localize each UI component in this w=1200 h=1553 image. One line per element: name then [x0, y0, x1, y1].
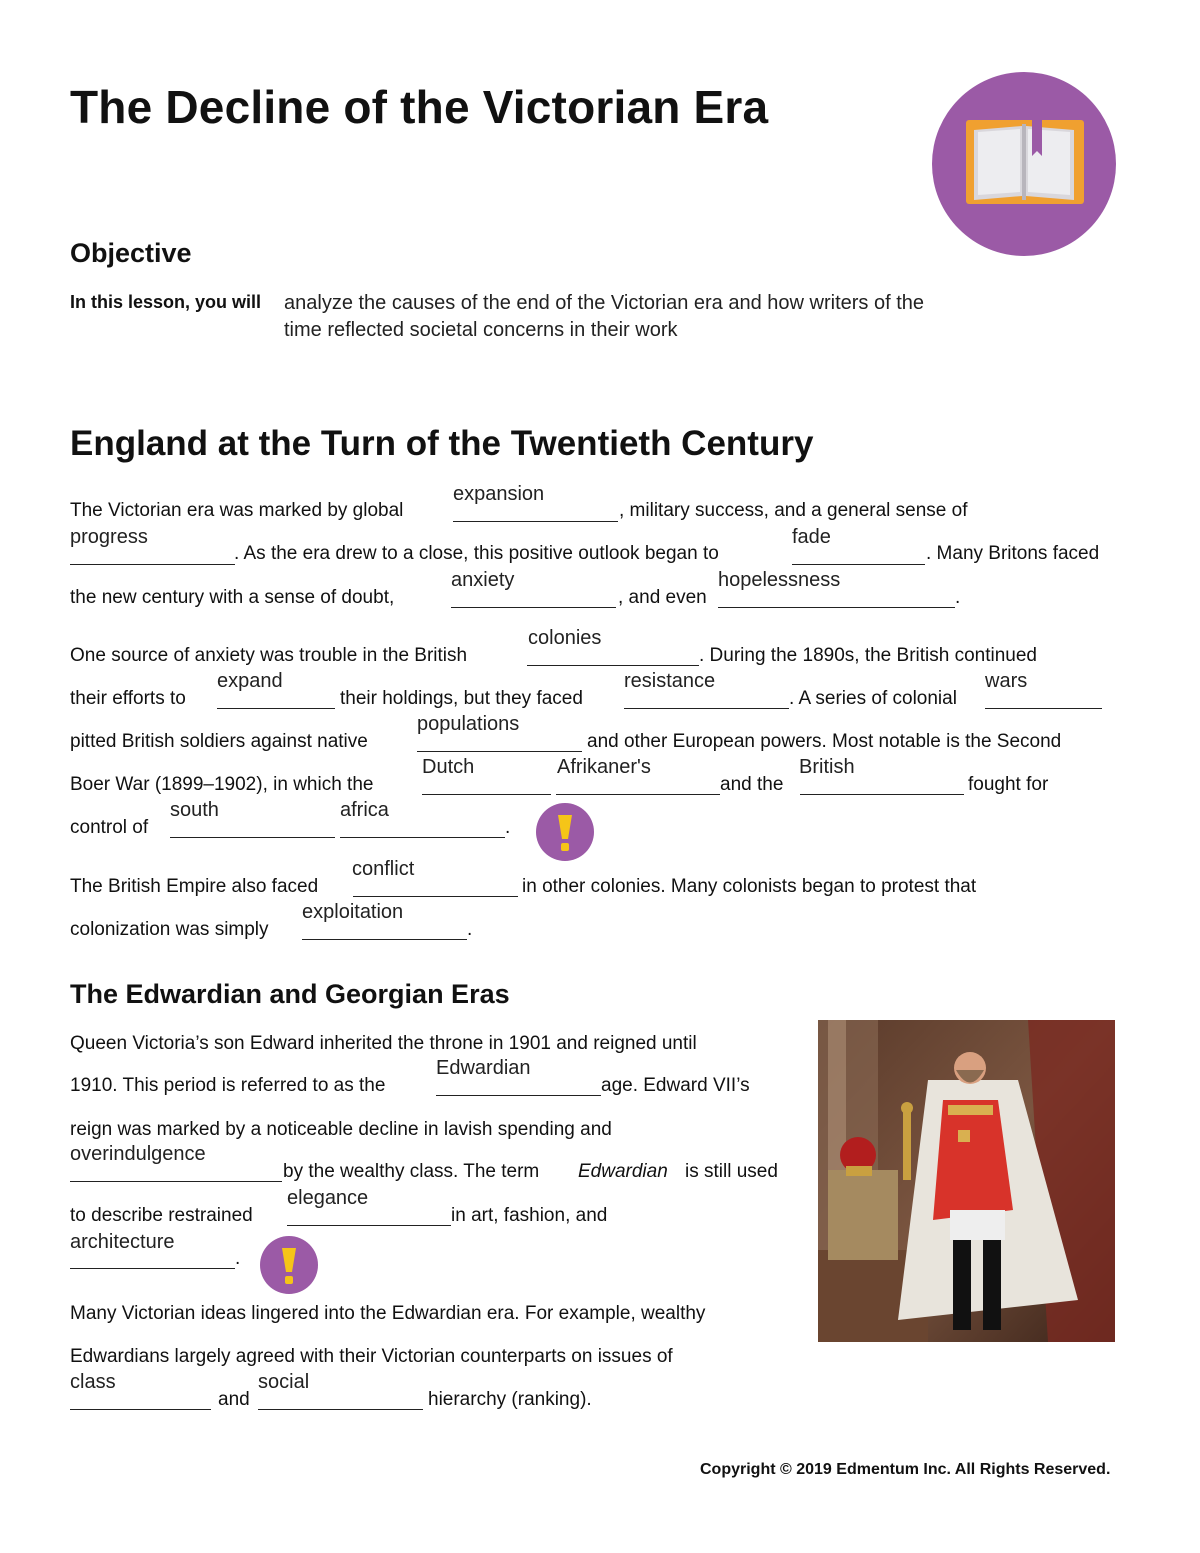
answer-overindulgence[interactable]: overindulgence — [70, 1143, 206, 1165]
objective-lead: In this lesson, you will — [70, 292, 262, 312]
text: their holdings, but they faced — [340, 688, 583, 709]
answer-architecture[interactable]: architecture — [70, 1231, 175, 1253]
answer-british[interactable]: British — [799, 756, 855, 778]
answer-expansion[interactable]: expansion — [453, 483, 545, 505]
text: in art, fashion, and — [451, 1205, 608, 1226]
text: their efforts to — [70, 688, 186, 709]
answer-social[interactable]: social — [258, 1371, 310, 1393]
objective-answer-line2[interactable]: time reflected societal concerns in their work — [284, 319, 678, 341]
text: to describe restrained — [70, 1205, 253, 1226]
answer-south[interactable]: south — [170, 799, 219, 821]
text: and the — [720, 774, 784, 795]
answer-expand[interactable]: expand — [217, 670, 283, 692]
text: . — [955, 587, 961, 608]
text: . Many Britons faced — [926, 543, 1100, 564]
text: One source of anxiety was trouble in the British — [70, 645, 468, 666]
text: age. Edward VII’s — [601, 1075, 750, 1096]
text: colonization was simply — [70, 919, 269, 940]
text: , and even — [618, 587, 707, 608]
answer-dutch[interactable]: Dutch — [422, 756, 475, 778]
answer-africa[interactable]: africa — [340, 799, 389, 821]
text: The British Empire also faced — [70, 876, 319, 897]
text: . — [505, 817, 511, 838]
text: and other European powers. Most notable is the Second — [587, 731, 1062, 752]
exclamation-icon[interactable] — [536, 803, 594, 861]
text: , military success, and a general sense of — [619, 500, 968, 521]
text: 1910. This period is referred to as the — [70, 1075, 386, 1096]
text: . A series of colonial — [789, 688, 957, 709]
text: is still used — [685, 1161, 778, 1182]
answer-edwardian[interactable]: Edwardian — [436, 1057, 531, 1079]
exclamation-icon[interactable] — [260, 1236, 318, 1294]
text: in other colonies. Many colonists began to protest that — [522, 876, 977, 897]
copyright: Copyright © 2019 Edmentum Inc. All Rights Reserved. — [700, 1461, 1111, 1478]
open-book-icon — [932, 72, 1116, 256]
text: . As the era drew to a close, this positive outlook began to — [234, 543, 719, 564]
text: fought for — [968, 774, 1049, 795]
text: and — [218, 1389, 250, 1410]
text: Many Victorian ideas lingered into the Edwardian era. For example, wealthy — [70, 1303, 706, 1324]
answer-resistance[interactable]: resistance — [624, 670, 716, 692]
answer-progress[interactable]: progress — [70, 526, 148, 548]
objective-heading: Objective — [70, 238, 192, 268]
answer-elegance[interactable]: elegance — [287, 1187, 369, 1209]
text-italic: Edwardian — [578, 1161, 668, 1182]
section-heading-england: England at the Turn of the Twentieth Century — [70, 424, 814, 463]
section-heading-edwardian: The Edwardian and Georgian Eras — [70, 979, 510, 1009]
answer-fade[interactable]: fade — [792, 526, 831, 548]
answer-class[interactable]: class — [70, 1371, 116, 1393]
answer-exploitation[interactable]: exploitation — [302, 901, 404, 923]
answer-colonies[interactable]: colonies — [528, 627, 602, 649]
portrait-edward-vii — [818, 1020, 1115, 1342]
text: Boer War (1899–1902), in which the — [70, 774, 374, 795]
text: hierarchy (ranking). — [428, 1389, 592, 1410]
answer-conflict[interactable]: conflict — [352, 858, 415, 880]
text: by the wealthy class. The term — [283, 1161, 540, 1182]
text: the new century with a sense of doubt, — [70, 587, 395, 608]
text: pitted British soldiers against native — [70, 731, 368, 752]
answer-anxiety[interactable]: anxiety — [451, 569, 515, 591]
text: Queen Victoria’s son Edward inherited the throne in 1901 and reigned until — [70, 1033, 697, 1054]
text: . — [235, 1248, 241, 1269]
text: control of — [70, 817, 149, 838]
answer-hopelessness[interactable]: hopelessness — [718, 569, 841, 591]
text: . During the 1890s, the British continued — [699, 645, 1037, 666]
answer-afrikaners[interactable]: Afrikaner's — [557, 756, 651, 778]
text: Edwardians largely agreed with their Victorian counterparts on issues of — [70, 1346, 673, 1367]
text: reign was marked by a noticeable decline in lavish spending and — [70, 1119, 612, 1140]
answer-wars[interactable]: wars — [985, 670, 1028, 692]
objective-answer-line1[interactable]: analyze the causes of the end of the Victorian era and how writers of the — [284, 292, 925, 314]
text: The Victorian era was marked by global — [70, 500, 404, 521]
answer-populations[interactable]: populations — [417, 713, 520, 735]
text: . — [467, 919, 473, 940]
page-title: The Decline of the Victorian Era — [70, 81, 769, 133]
